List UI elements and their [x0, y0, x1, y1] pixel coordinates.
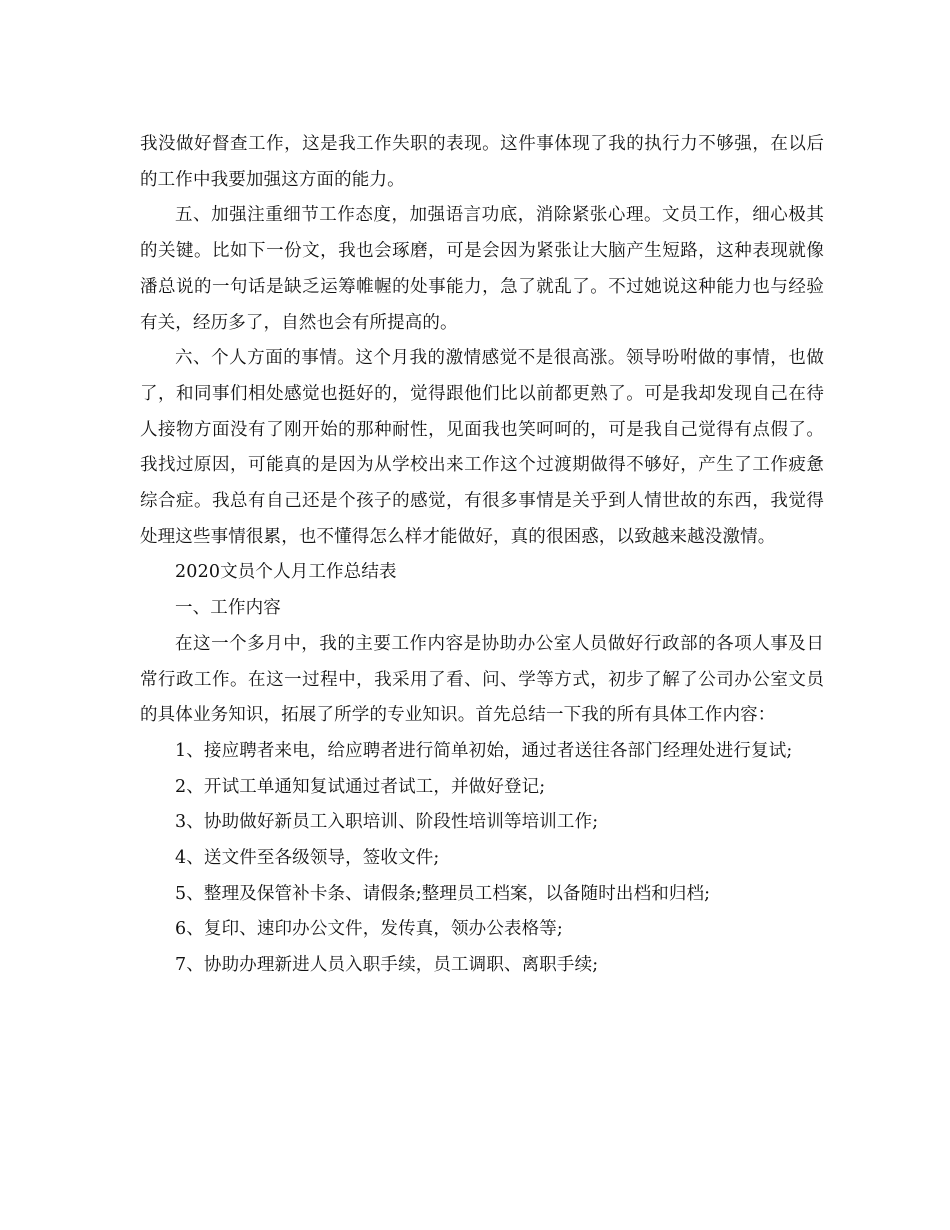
paragraph: 在这一个多月中，我的主要工作内容是协助办公室人员做好行政部的各项人事及日常行政工作。在这一过程中，我采用了看、问、学等方式，初步了解了公司办公室文员的具体业务知识，拓展了所学的专业知识。首先总结一下我的所有具体工作内容：	[140, 633, 824, 726]
list-item: 6、复印、速印办公文件，发传真，领办公表格等;	[175, 919, 563, 940]
list-item: 1、接应聘者来电，给应聘者进行简单初始，通过者送往各部门经理处进行复试;	[175, 740, 793, 761]
document-body	[140, 127, 824, 984]
list-item: 3、协助做好新员工入职培训、阶段性培训等培训工作;	[175, 812, 599, 833]
list-item: 4、送文件至各级领导，签收文件;	[175, 848, 440, 869]
list-item: 2、开试工单通知复试通过者试工，并做好登记;	[175, 776, 546, 797]
list-item: 7、协助办理新进人员入职手续，员工调职、离职手续;	[175, 955, 599, 976]
paragraph: 六、个人方面的事情。这个月我的激情感觉不是很高涨。领导吩咐做的事情，也做了，和同事们相处感觉也挺好的，觉得跟他们比以前都更熟了。可是我却发现自己在待人接物方面没有了刚开始的那种耐性，见面我也笑呵呵的，可是我自己觉得有点假了。我找过原因，可能真的是因为从学校出来工作这个过渡期做得不够好，产生了工作疲惫综合症。我总有自己还是个孩子的感觉，有很多事情是关乎到人情世故的东西，我觉得处理这些事情很累，也不懂得怎么样才能做好，真的很困惑，以致越来越没激情。	[140, 348, 824, 547]
paragraph: 五、加强注重细节工作态度，加强语言功底，消除紧张心理。文员工作，细心极其的关键。比如下一份文，我也会琢磨，可是会因为紧张让大脑产生短路，这种表现就像潘总说的一句话是缺乏运筹帷幄的处事能力，急了就乱了。不过她说这种能力也与经验有关，经历多了，自然也会有所提高的。	[140, 205, 824, 333]
section-title: 2020文员个人月工作总结表	[175, 562, 397, 583]
paragraph: 我没做好督查工作，这是我工作失职的表现。这件事体现了我的执行力不够强，在以后的工作中我要加强这方面的能力。	[140, 134, 824, 190]
section-heading: 一、工作内容	[175, 598, 281, 619]
list-item: 5、整理及保管补卡条、请假条;整理员工档案，以备随时出档和归档;	[175, 883, 711, 904]
